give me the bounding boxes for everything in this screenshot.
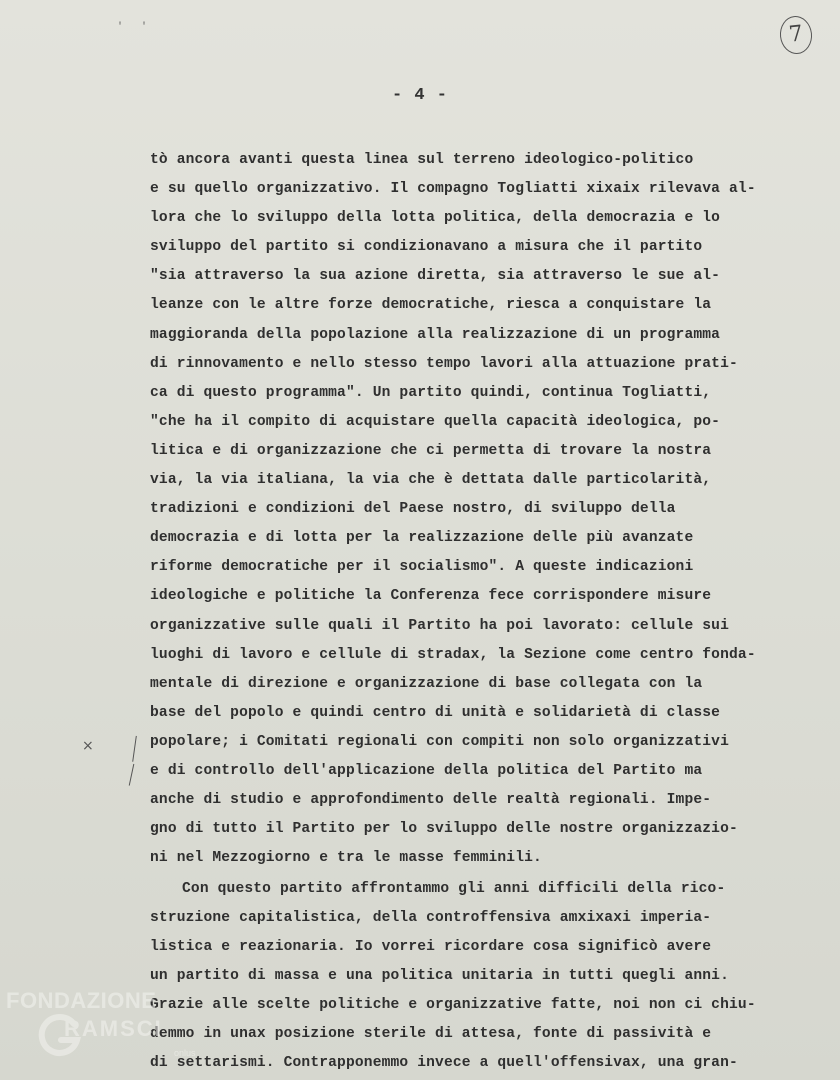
text-line: leanze con le altre forze democratiche, riesca a conquistare la — [150, 297, 712, 314]
circled-page-number: 7 — [778, 14, 814, 55]
text-line: ca di questo programma". Un partito quindi, continua Togliatti, — [150, 384, 712, 401]
typed-text-body — [150, 146, 830, 1079]
text-line: base del popolo e quindi centro di unità e solidarietà di classe — [150, 704, 721, 721]
text-line: organizzative sulle quali il Partito ha poi lavorato: cellule sui — [150, 617, 729, 634]
text-line: demmo in unax posizione sterile di attesa, fonte di passività e — [150, 1026, 712, 1043]
margin-handwritten-bar — [132, 736, 139, 762]
text-line: ni nel Mezzogiorno e tra le masse femminili. — [150, 850, 542, 867]
text-line: e di controllo dell'applicazione della politica del Partito ma — [150, 762, 703, 779]
watermark-line-2: RAMSCI — [64, 1016, 163, 1041]
margin-handwritten-bar — [129, 764, 137, 786]
text-line: di rinnovamento e nello stesso tempo lavori alla attuazione prati- — [150, 355, 738, 372]
text-line: gno di tutto il Partito per lo sviluppo delle nostre organizzazio- — [150, 821, 738, 838]
text-line: riforme democratiche per il socialismo". A queste indicazioni — [150, 559, 694, 576]
corner-mark: ' ' — [117, 22, 154, 33]
text-line: popolare; i Comitati regionali con compiti non solo organizzativi — [150, 733, 729, 750]
text-line: e su quello organizzativo. Il compagno Togliatti xixaix rilevava al- — [150, 181, 756, 198]
text-line: sviluppo del partito si condizionavano a misura che il partito — [150, 239, 703, 256]
text-line-paragraph-start: Con questo partito affrontammo gli anni difficili della rico- — [182, 880, 726, 897]
text-line: litica e di organizzazione che ci permetta di trovare la nostra — [150, 442, 712, 459]
watermark-g-logo-icon — [34, 1010, 84, 1060]
text-line: anche di studio e approfondimento delle realtà regionali. Impe- — [150, 792, 712, 809]
text-line: luoghi di lavoro e cellule di stradax, la Sezione come centro fonda- — [150, 646, 756, 663]
text-line: un partito di massa e una politica unitaria in tutti quegli anni. — [150, 968, 729, 985]
watermark-line-1: FONDAZIONE — [6, 988, 157, 1013]
text-line: mentale di direzione e organizzazione di base collegata con la — [150, 675, 703, 692]
text-line: tradizioni e condizioni del Paese nostro, di sviluppo della — [150, 501, 676, 518]
text-line: Grazie alle scelte politiche e organizzative fatte, noi non ci chiu- — [150, 997, 756, 1014]
text-line: "che ha il compito di acquistare quella capacità ideologica, po- — [150, 413, 721, 430]
text-line: lora che lo sviluppo della lotta politica, della democrazia e lo — [150, 210, 721, 227]
text-line: tò ancora avanti questa linea sul terreno ideologico-politico — [150, 152, 694, 168]
fondazione-gramsci-watermark — [6, 988, 216, 1078]
text-line: di settarismi. Contrapponemmo invece a quell'offensivax, una gran- — [150, 1055, 738, 1072]
watermark-onlus: onlus — [174, 1048, 196, 1058]
text-line: ideologiche e politiche la Conferenza fece corrispondere misure — [150, 588, 712, 605]
page-number: - 4 - — [391, 86, 448, 105]
text-line: "sia attraverso la sua azione diretta, sia attraverso le sue al- — [150, 268, 721, 285]
text-line: maggioranda della popolazione alla realizzazione di un programma — [150, 326, 721, 343]
text-line: via, la via italiana, la via che è dettata dalle particolarità, — [150, 472, 712, 489]
margin-x-mark: × — [82, 738, 94, 754]
text-line: struzione capitalistica, della controffensiva amxixaxi imperia- — [150, 909, 712, 926]
text-line: democrazia e di lotta per la realizzazione delle più avanzate — [150, 530, 694, 547]
text-line: listica e reazionaria. Io vorrei ricordare cosa significò avere — [150, 939, 712, 956]
